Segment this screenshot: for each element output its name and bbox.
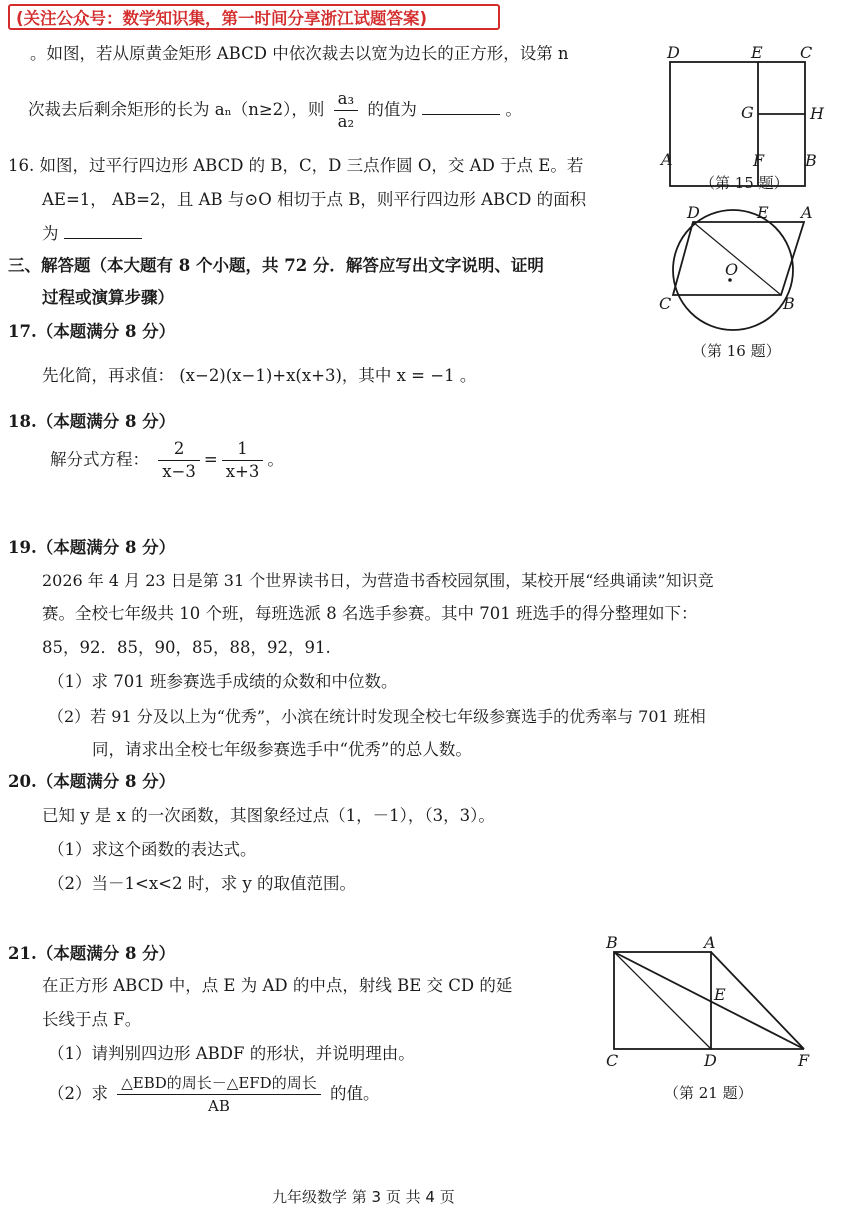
section3-title: 三、解答题（本大题有 8 个小题，共 72 分．解答应写出文字说明、证明 (8, 256, 544, 275)
fig16-label-a: A (801, 205, 813, 222)
fig21-label-b: B (606, 933, 618, 952)
q16-answer-blank (64, 238, 142, 239)
fig21-line-bd (614, 952, 711, 1049)
fig15-label-e: E (751, 43, 763, 62)
section3-subtitle: 过程或演算步骤） (42, 288, 174, 307)
q20-heading: 20.（本题满分 8 分） (8, 772, 176, 791)
q20-part1: （1）求这个函数的表达式。 (48, 840, 257, 859)
q18-prefix: 解分式方程： (50, 450, 149, 469)
q18-body (50, 438, 284, 483)
fig21-label-e: E (714, 985, 726, 1004)
fig15-caption: （第 15 题） (700, 174, 789, 192)
figure-21 (600, 930, 825, 1075)
page-footer: 九年级数学 第 3 页 共 4 页 (272, 1188, 455, 1206)
fig15-label-d: D (667, 43, 680, 62)
q16-line2: AE=1， AB=2，且 AB 与⊙O 相切于点 B，则平行四边形 ABCD 的面积 (42, 190, 587, 209)
figure-16 (655, 205, 840, 340)
q19-heading: 19.（本题满分 8 分） (8, 538, 176, 557)
header-banner: (关注公众号：数学知识集，第一时间分享浙江试题答案) (8, 4, 500, 30)
q16-line3-text: 为 (42, 224, 59, 243)
q17-body: 先化简，再求值： (x−2)(x−1)+x(x+3)，其中 x = −1 。 (42, 366, 477, 385)
q21-fraction-denominator: AB (208, 1097, 230, 1115)
q21-line2: 长线于点 F。 (42, 1010, 142, 1029)
fig16-caption: （第 16 题） (692, 342, 781, 360)
q15-fraction (334, 88, 358, 133)
q18-right-denominator: x+3 (225, 462, 260, 481)
fig15-label-g: G (741, 103, 754, 122)
fig15-label-c: C (800, 43, 813, 62)
q15-answer-blank (422, 114, 500, 115)
fig15-rectangle (670, 62, 805, 186)
q21-heading: 21.（本题满分 8 分） (8, 944, 176, 963)
q15-line2 (28, 86, 522, 134)
fig16-diagonal (693, 222, 781, 295)
q20-part2: （2）当－1<x<2 时，求 y 的取值范围。 (48, 874, 357, 893)
q16-line3 (42, 220, 142, 244)
fig21-ray-be (614, 952, 804, 1049)
q21-part2-suffix: 的值。 (329, 1084, 380, 1103)
q21-part2 (48, 1072, 379, 1117)
q19-part1: （1）求 701 班参赛选手成绩的众数和中位数。 (48, 672, 398, 691)
q16-line1: 16. 如图，过平行四边形 ABCD 的 B，C，D 三点作圆 O，交 AD 于点 E。若 (8, 156, 584, 175)
q18-equals: = (203, 450, 218, 469)
q21-part2-prefix: （2）求 (48, 1084, 108, 1103)
fig21-caption: （第 21 题） (664, 1084, 753, 1102)
fig15-label-a: A (661, 150, 673, 169)
q15-fraction-numerator: a₃ (334, 88, 358, 111)
q15-end: 。 (505, 100, 522, 119)
q18-right-fraction (222, 438, 264, 483)
q19-part2-line1: （2）若 91 分及以上为“优秀”，小滨在统计时发现全校七年级参赛选手的优秀率与 701 班相 (48, 707, 706, 726)
q19-part2-line2: 同，请求出全校七年级参赛选手中“优秀”的总人数。 (92, 740, 472, 759)
q18-right-numerator: 1 (222, 438, 264, 461)
q18-end: 。 (267, 450, 284, 469)
q19-line1: 2026 年 4 月 23 日是第 31 个世界读书日，为营造书香校园氛围，某校开展“经典诵读”知识竞 (42, 571, 714, 590)
fig21-label-c: C (606, 1051, 619, 1070)
fig21-label-f: F (798, 1051, 810, 1070)
q21-line1: 在正方形 ABCD 中，点 E 为 AD 的中点，射线 BE 交 CD 的延 (42, 976, 513, 995)
fig16-parallelogram (673, 222, 804, 295)
fig15-label-f: F (753, 151, 765, 170)
q15-line1: 。如图，若从原黄金矩形 ABCD 中依次裁去以宽为边长的正方形，设第 n (30, 44, 569, 63)
fig16-label-o: O (725, 260, 739, 279)
q21-fraction-numerator: △EBD的周长－△EFD的周长 (117, 1072, 320, 1095)
q18-heading: 18.（本题满分 8 分） (8, 412, 176, 431)
fig15-label-h: H (810, 104, 824, 123)
q20-line1: 已知 y 是 x 的一次函数，其图象经过点（1，－1），（3，3）。 (42, 806, 495, 825)
fig15-label-b: B (805, 151, 817, 170)
q15-fraction-denominator: a₂ (337, 112, 355, 131)
fig16-label-c: C (659, 294, 672, 313)
q21-fraction (117, 1072, 320, 1117)
q18-left-denominator: x−3 (162, 462, 196, 481)
fig21-label-a: A (704, 933, 716, 952)
q15-line2-text: 次裁去后剩余矩形的长为 aₙ（n≥2），则 (28, 100, 325, 119)
q19-line2: 赛。全校七年级共 10 个班，每班选派 8 名选手参赛。其中 701 班选手的得分整理如下： (42, 604, 698, 623)
q19-scores: 85，92．85，90，85，88，92，91. (42, 638, 331, 657)
fig21-label-d: D (704, 1051, 717, 1070)
q21-part1: （1）请判别四边形 ABDF 的形状，并说明理由。 (48, 1044, 415, 1063)
q18-left-fraction (158, 438, 200, 483)
fig16-label-e: E (757, 205, 769, 222)
q18-left-numerator: 2 (158, 438, 200, 461)
q17-heading: 17.（本题满分 8 分） (8, 322, 176, 341)
q15-value-label: 的值为 (367, 100, 417, 119)
fig16-label-b: B (783, 294, 795, 313)
fig16-label-d: D (687, 205, 700, 222)
